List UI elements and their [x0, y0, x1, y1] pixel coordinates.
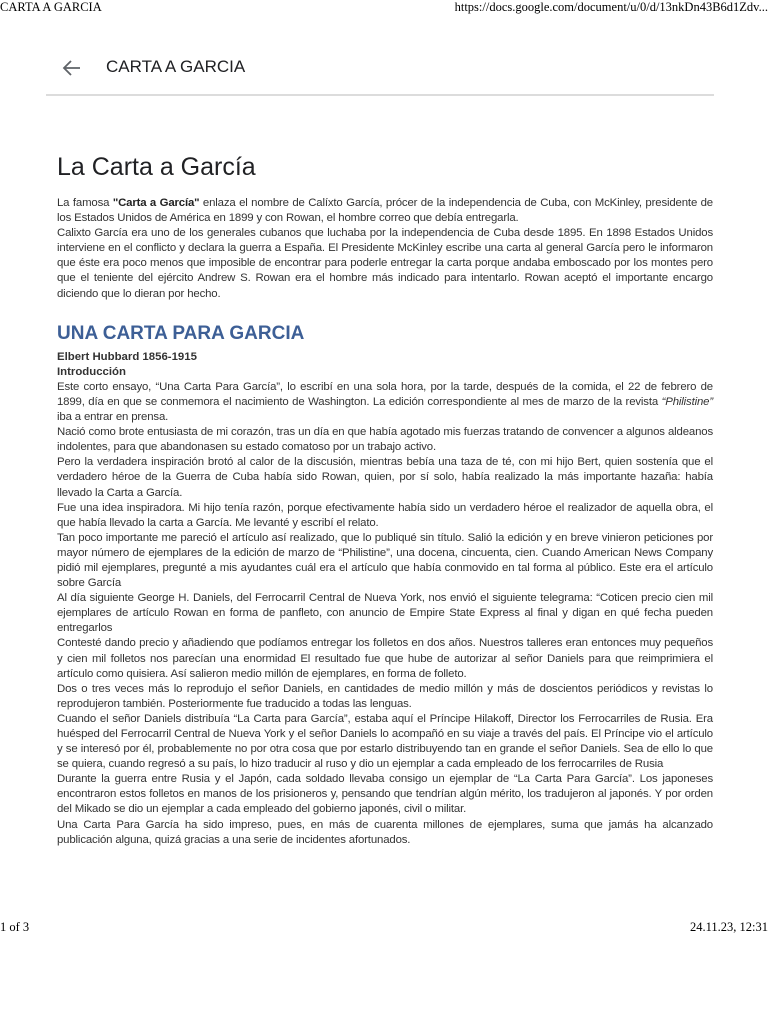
document-topbar	[46, 50, 714, 96]
author-line: Elbert Hubbard 1856-1915	[57, 350, 197, 363]
essay-paragraph: Durante la guerra entre Rusia y el Japón, cada soldado llevaba consigo un ejemplar de “La Carta Para García”. Los japoneses encontraron estos folletos en manos de los prisioneros y, pensando que tendrían algún mérito, los tradujeron al japonés. Y por orden del Mikado se dio un ejemplar a cada empleado del gobierno japonés, civil o militar.	[57, 773, 713, 816]
print-footer-datetime: 24.11.23, 12:31	[689, 920, 768, 934]
bold-text: "Carta a García"	[112, 197, 200, 209]
essay-paragraph: Dos o tres veces más lo reprodujo el señor Daniels, en cantidades de medio millón y más de doscientos periódicos y revistas lo reprodujeron también. Posteriormente fue traducido a todas las lenguas.	[57, 682, 713, 710]
page-title: La Carta a García	[57, 153, 256, 181]
subsection-heading: Introducción	[57, 365, 126, 378]
intro-paragraph: Calixto García era uno de los generales cubanos que luchaba por la independencia de Cuba desde 1895. En 1898 Estados Unidos interviene en el conflicto y declara la guerra a España. El Presidente McKinley escribe una carta al general García pero le informaron que éste era poco menos que imposible de encontrar para poderle entregar la carta porque andaba emboscado por los montes pero que el teniente del ejército Andrew S. Rowan era el hombre más indicado para intentarlo. Rowan aceptó el importante encargo diciendo que lo dieran por hecho.	[57, 227, 713, 300]
essay-paragraph: Fue una idea inspiradora. Mi hijo tenía razón, porque efectivamente había sido un verdadero héroe el realizador de aquella obra, el que había llevado la carta a García. Me levanté y escribí el relato.	[57, 501, 713, 529]
print-header-url: https://docs.google.com/document/u/0/d/13nkDn43B6d1Zdv...	[454, 0, 768, 14]
essay-paragraph: Nació como brote entusiasta de mi corazón, tras un día en que había agotado mis fuerzas tratando de convencer a algunos aldeanos indolentes, para que abandonasen su estado comatoso por un trabajo activo.	[57, 426, 713, 454]
document-title: CARTA A GARCIA	[106, 57, 246, 76]
print-header-title: CARTA A GARCIA	[0, 0, 102, 14]
text: enlaza el nombre de Calíxto García, prócer de la independencia de Cuba, con McKinley, presidente de los Estados Unidos de América en 1899 y con Rowan, el hombre correo que debía entregarla.	[57, 197, 713, 225]
back-button[interactable]	[60, 56, 84, 80]
intro-paragraph	[57, 196, 713, 226]
print-footer-page: 1 of 3	[0, 920, 30, 934]
text: Este corto ensayo, “Una Carta Para García”, lo escribí en una sola hora, por la tarde, después de la comida, el 22 de febrero de 1899, día en que se conmemora el nacimiento de Washington. La edición correspondiente al mes de marzo de la revista	[57, 380, 713, 408]
italic-text: “Philistine”	[661, 395, 713, 408]
essay-paragraph: Cuando el señor Daniels distribuía “La Carta para García”, estaba aquí el Príncipe Hilakoff, Director los Ferrocarriles de Rusia. Era huésped del Ferrocarril Central de Nueva York y el señor Daniels lo acompañó en su viaje a través del país. El Príncipe vio el artículo y se interesó por él, probablemente no por otra cosa que por estarlo distribuyendo tan en grande el señor Daniels. Sea de ello lo que se quiera, cuando regresó a su país, lo hizo traducir al ruso y dio un ejemplar a cada empleado de los ferrocarriles de Rusia	[57, 712, 713, 771]
essay-paragraph: Al día siguiente George H. Daniels, del Ferrocarril Central de Nueva York, nos envió el siguiente telegrama: “Coticen precio cien mil ejemplares de artículo Rowan en forma de panfleto, con anuncio de Empire State Express al final y digan en qué fecha pueden entregarlos	[57, 592, 713, 635]
essay-paragraph: Contesté dando precio y añadiendo que podíamos entregar los folletos en dos años. Nuestros talleres eran entonces muy pequeños y cien mil folletos nos parecían una enormidad El resultado fue que hube de autorizar al señor Daniels para que reimprimiera el artículo como quisiera. Así salieron medio millón de ejemplares, en forma de folleto.	[57, 637, 713, 680]
section-heading: UNA CARTA PARA GARCIA	[57, 322, 305, 344]
text: iba a entrar en prensa.	[57, 411, 169, 424]
essay-paragraph	[57, 380, 713, 425]
essay-paragraph: Pero la verdadera inspiración brotó al calor de la discusión, mientras bebía una taza de té, con mi hijo Bert, quien sostenía que el verdadero héroe de la Guerra de Cuba había sido Rowan, quien, por sí solo, había realizado la más importante hazaña: había llevado la Carta a García.	[57, 456, 713, 499]
text: La famosa	[57, 197, 113, 209]
document-body	[57, 150, 713, 848]
essay-paragraph: Una Carta Para García ha sido impreso, pues, en más de cuarenta millones de ejemplares, suma que jamás ha alcanzado publicación alguna, quizá gracias a una serie de incidentes afortunados.	[57, 818, 713, 846]
essay-paragraph: Tan poco importante me pareció el artículo así realizado, que lo publiqué sin título. Salió la edición y en breve vinieron peticiones por mayor número de ejemplares de la edición de marzo de “Philistine”, una docena, cincuenta, cien. Cuando American News Company pidió mil ejemplares, pregunté a mis ayudantes cuál era el artículo que había conmovido en tal forma al público. Este era el artículo sobre García	[57, 531, 713, 590]
arrow-left-icon	[60, 56, 84, 80]
